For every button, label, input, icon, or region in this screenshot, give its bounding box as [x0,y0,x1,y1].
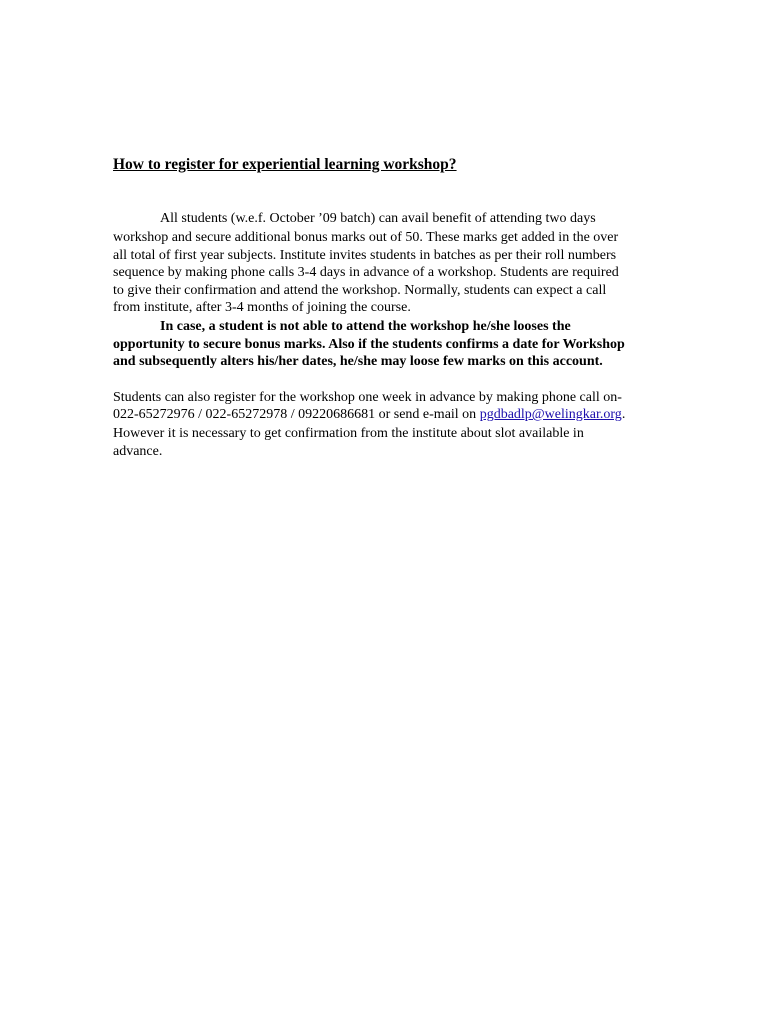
contact-line: advance. [113,444,163,459]
notice-line: opportunity to secure bonus marks. Also if the students confirms a date for Workshop [113,337,625,352]
email-link[interactable]: pgdbadlp@welingkar.org [479,407,622,422]
paragraph-line: All students (w.e.f. October ’09 batch) can avail benefit of attending two days [160,211,596,226]
document-heading: How to register for experiential learning workshop? [113,156,457,173]
contact-line: However it is necessary to get confirmation from the institute about slot available in [113,426,584,441]
period-text: . [621,407,626,422]
paragraph-line: sequence by making phone calls 3-4 days in advance of a workshop. Students are required [113,265,619,280]
paragraph-line: all total of first year subjects. Institute invites students in batches as per their roll numbers [113,248,617,263]
notice-line: and subsequently alters his/her dates, he/she may loose few marks on this account. [113,354,603,369]
phone-numbers-text: 022-65272976 / 022-65272978 / 09220686681 or send e-mail on [113,407,480,422]
paragraph-line: from institute, after 3-4 months of joining the course. [113,300,411,315]
contact-line: Students can also register for the workshop one week in advance by making phone call on- [113,390,622,405]
paragraph-line: to give their confirmation and attend the workshop. Normally, students can expect a call [113,283,607,298]
contact-line [113,406,625,424]
notice-line: In case, a student is not able to attend the workshop he/she looses the [160,319,571,334]
paragraph-line: workshop and secure additional bonus marks out of 50. These marks get added in the over [113,230,619,245]
